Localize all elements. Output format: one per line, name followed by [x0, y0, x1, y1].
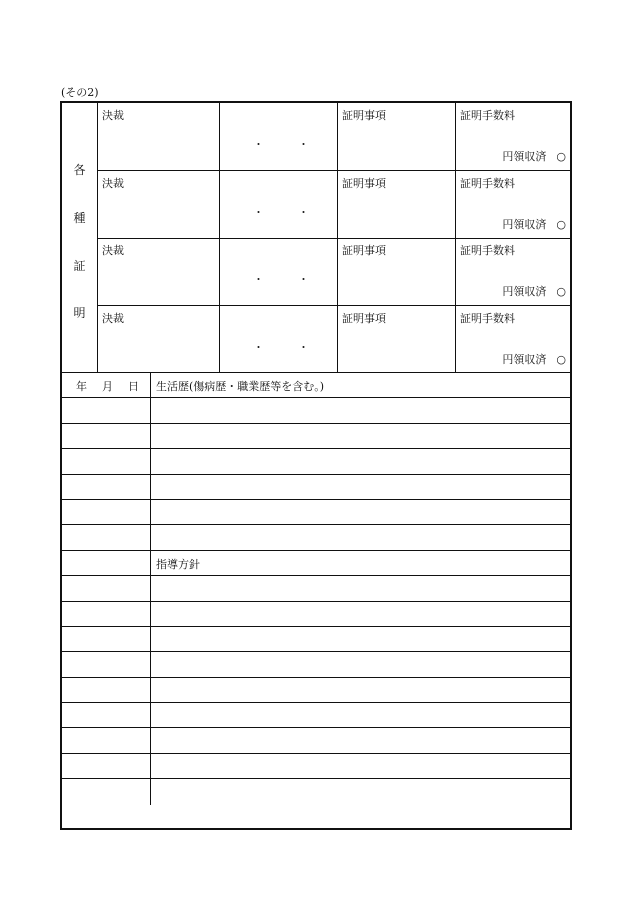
certificate-row [98, 103, 570, 171]
record-form [60, 101, 572, 830]
history-row [62, 754, 570, 779]
date-cell[interactable] [220, 238, 338, 305]
certified-matter-label: 証明事項 [342, 311, 386, 325]
history-text-cell[interactable] [151, 449, 570, 473]
certificate-section [62, 103, 570, 373]
history-row [62, 678, 570, 703]
decision-cell[interactable] [98, 238, 220, 305]
certified-matter-cell[interactable] [338, 103, 456, 170]
side-heading-char: 種 [73, 211, 86, 225]
history-date-cell[interactable] [62, 475, 151, 499]
history-date-cell[interactable] [62, 424, 151, 448]
history-date-cell[interactable] [62, 576, 151, 600]
history-text-cell[interactable] [151, 703, 570, 727]
fee-cell[interactable] [456, 306, 570, 373]
life-history-label: 生活歴(傷病歴・職業歴等を含む。) [156, 380, 325, 393]
history-text-cell[interactable] [151, 551, 570, 575]
decision-label: 決裁 [102, 244, 124, 257]
history-date-cell [62, 373, 151, 397]
history-date-cell[interactable] [62, 525, 151, 549]
fee-receipt-text: 円領収済 [502, 352, 547, 366]
date-separator: ・ [298, 273, 309, 286]
fee-receipt-text: 円領収済 [502, 285, 547, 298]
certified-matter-cell[interactable] [338, 306, 456, 373]
certified-matter-label: 証明事項 [342, 109, 386, 122]
history-row [62, 525, 570, 550]
side-heading-char: 各 [73, 163, 86, 177]
history-header-row [62, 373, 570, 398]
receipt-circle-icon: ○ [556, 352, 566, 366]
history-row [62, 703, 570, 728]
history-text-cell[interactable] [151, 424, 570, 448]
fee-receipt-text: 円領収済 [502, 217, 547, 231]
decision-label: 決裁 [102, 176, 124, 190]
history-row [62, 779, 570, 804]
history-row [62, 475, 570, 500]
history-row [62, 652, 570, 677]
form-page-caption: (その2) [61, 86, 99, 99]
history-text-cell[interactable] [151, 500, 570, 524]
fee-label: 証明手数料 [460, 176, 515, 190]
history-date-cell[interactable] [62, 728, 151, 752]
certified-matter-cell[interactable] [338, 171, 456, 238]
fee-label: 証明手数料 [460, 244, 515, 257]
history-text-cell[interactable] [151, 602, 570, 626]
month-label: 月 [102, 380, 113, 393]
history-row [62, 398, 570, 423]
history-row [62, 728, 570, 753]
fee-cell[interactable] [456, 238, 570, 305]
history-text-cell[interactable] [151, 398, 570, 422]
history-row [62, 576, 570, 601]
history-text-cell[interactable] [151, 627, 570, 651]
certificate-row [98, 171, 570, 239]
life-history-section [62, 373, 570, 805]
history-row [62, 627, 570, 652]
decision-cell[interactable] [98, 306, 220, 373]
side-heading-char: 明 [73, 306, 86, 320]
history-text-cell[interactable] [151, 779, 570, 804]
decision-cell[interactable] [98, 171, 220, 238]
history-text-cell[interactable] [151, 652, 570, 676]
date-cell[interactable] [220, 171, 338, 238]
history-date-cell[interactable] [62, 449, 151, 473]
history-text-cell[interactable] [151, 525, 570, 549]
certificate-row [98, 306, 570, 373]
receipt-circle-icon: ○ [556, 150, 566, 163]
history-text-cell[interactable] [151, 728, 570, 752]
receipt-circle-icon: ○ [556, 217, 566, 231]
history-text-cell[interactable] [151, 475, 570, 499]
history-text-cell[interactable] [151, 678, 570, 702]
date-separator: ・ [298, 205, 309, 219]
history-row [62, 424, 570, 449]
fee-label: 証明手数料 [460, 311, 515, 325]
certificate-row [98, 238, 570, 306]
history-date-cell[interactable] [62, 779, 151, 804]
fee-cell[interactable] [456, 171, 570, 238]
history-row [62, 449, 570, 474]
fee-label: 証明手数料 [460, 109, 515, 122]
date-separator: ・ [253, 138, 264, 151]
date-separator: ・ [298, 138, 309, 151]
history-row [62, 500, 570, 525]
history-text-cell[interactable] [151, 754, 570, 778]
certified-matter-label: 証明事項 [342, 244, 386, 257]
certified-matter-label: 証明事項 [342, 176, 386, 190]
side-heading-char: 証 [73, 259, 86, 273]
certificate-side-heading [62, 103, 98, 372]
date-separator: ・ [253, 273, 264, 286]
history-date-cell[interactable] [62, 602, 151, 626]
history-date-cell[interactable] [62, 627, 151, 651]
date-separator: ・ [253, 205, 264, 219]
date-separator: ・ [253, 340, 264, 354]
history-date-cell[interactable] [62, 398, 151, 422]
decision-cell[interactable] [98, 103, 220, 170]
receipt-circle-icon: ○ [556, 285, 566, 298]
history-row [62, 551, 570, 576]
history-date-cell[interactable] [62, 551, 151, 575]
day-label: 日 [128, 380, 139, 393]
certified-matter-cell[interactable] [338, 238, 456, 305]
fee-cell[interactable] [456, 103, 570, 170]
fee-receipt-text: 円領収済 [502, 150, 547, 163]
guidance-label: 指導方針 [156, 557, 200, 571]
date-separator: ・ [298, 340, 309, 354]
decision-label: 決裁 [102, 311, 124, 325]
history-date-cell[interactable] [62, 652, 151, 676]
history-date-cell[interactable] [62, 678, 151, 702]
history-row [62, 602, 570, 627]
history-date-cell[interactable] [62, 703, 151, 727]
history-date-cell[interactable] [62, 500, 151, 524]
history-date-cell[interactable] [62, 754, 151, 778]
decision-label: 決裁 [102, 109, 124, 122]
year-label: 年 [76, 380, 87, 393]
date-cell[interactable] [220, 103, 338, 170]
date-cell[interactable] [220, 306, 338, 373]
history-text-cell[interactable] [151, 576, 570, 600]
